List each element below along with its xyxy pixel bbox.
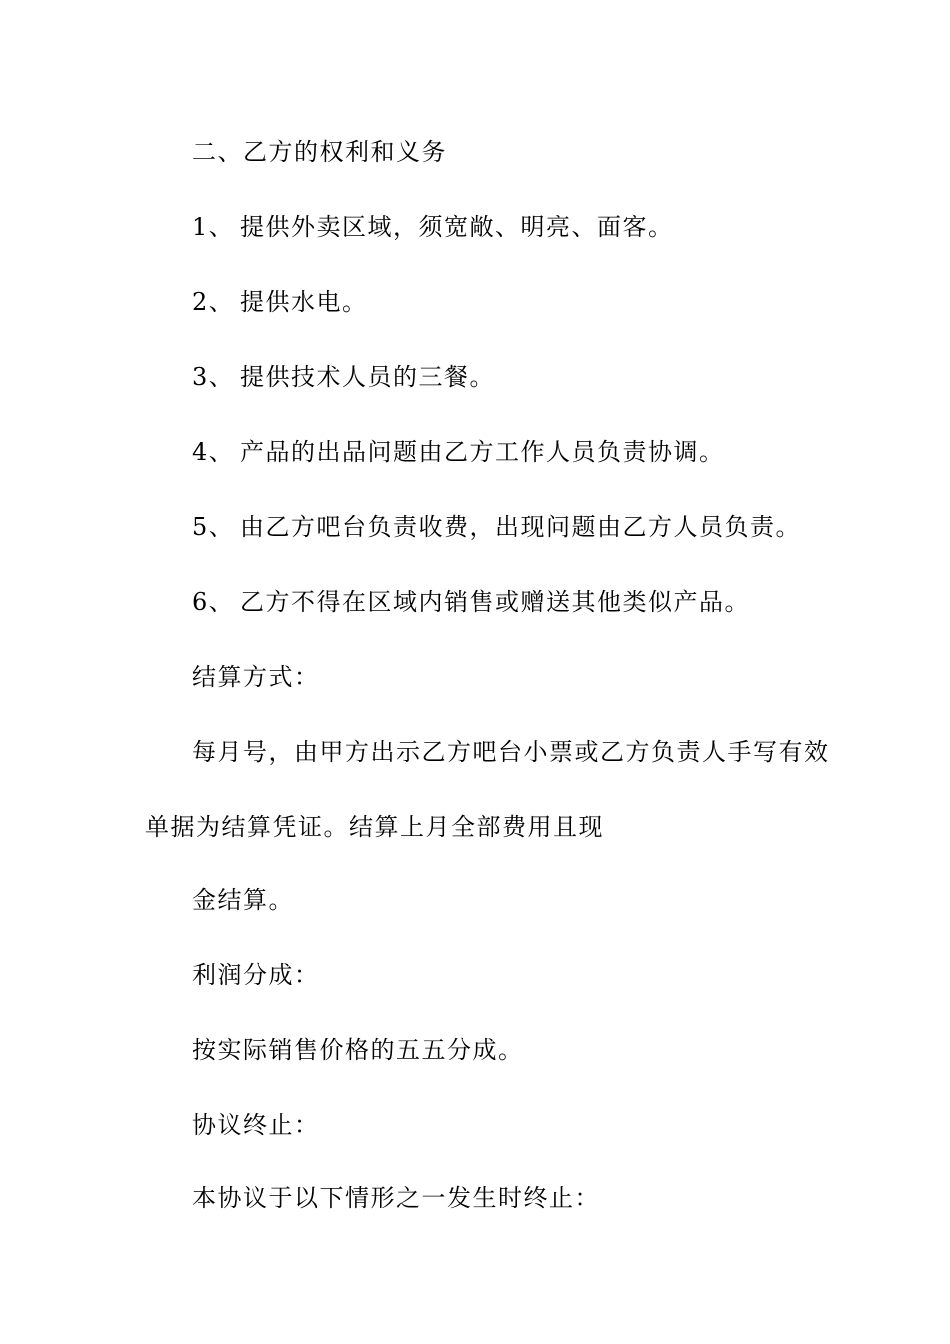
list-item-number: 4、 [192,438,235,466]
settlement-paragraph-line-1: 每月号，由甲方出示乙方吧台小票或乙方负责人手写有效 [192,738,830,766]
termination-heading: 协议终止： [192,1111,320,1139]
list-item-number: 1、 [192,213,235,241]
list-item-text: 乙方不得在区域内销售或赠送其他类似产品。 [240,588,750,616]
list-item [192,587,750,617]
list-item [192,512,801,542]
profit-text: 按实际销售价格的五五分成。 [192,1036,524,1064]
list-item-number: 6、 [192,588,235,616]
section-heading: 二、乙方的权利和义务 [192,138,447,166]
list-item-text: 提供外卖区域，须宽敞、明亮、面客。 [240,213,674,241]
list-item-text: 产品的出品问题由乙方工作人员负责协调。 [240,438,725,466]
settlement-paragraph-line-2: 单据为结算凭证。结算上月全部费用且现 [145,813,604,841]
termination-text: 本协议于以下情形之一发生时终止： [192,1184,600,1212]
list-item [192,437,725,467]
list-item-number: 5、 [192,513,235,541]
list-item-number: 2、 [192,288,235,316]
list-item-text: 提供技术人员的三餐。 [240,363,495,391]
profit-heading: 利润分成： [192,961,320,989]
list-item [192,287,368,317]
list-item-text: 提供水电。 [240,288,368,316]
list-item [192,212,674,242]
list-item [192,362,495,392]
settlement-heading: 结算方式： [192,663,320,691]
list-item-text: 由乙方吧台负责收费，出现问题由乙方人员负责。 [240,513,801,541]
list-item-number: 3、 [192,363,235,391]
settlement-paragraph-line-3: 金结算。 [192,886,294,914]
